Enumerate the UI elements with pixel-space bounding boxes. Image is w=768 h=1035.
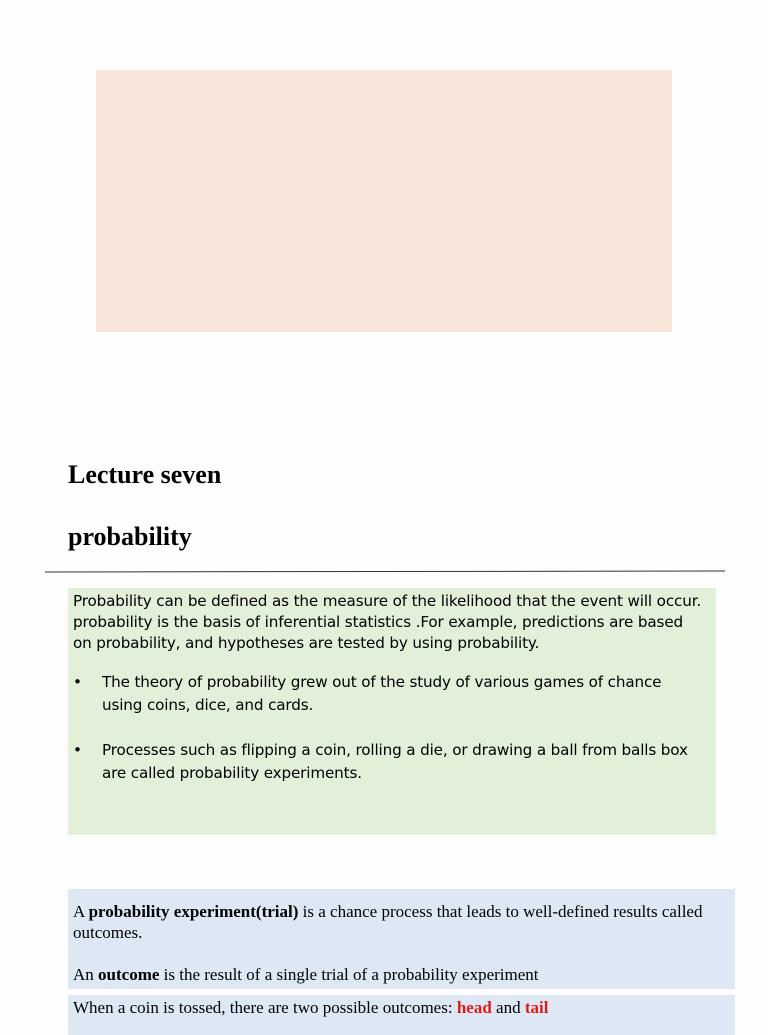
coin-example-box xyxy=(68,995,735,1035)
topic-title: probability xyxy=(68,522,192,551)
section-divider xyxy=(45,571,725,573)
bullet-text: Processes such as flipping a coin, rolling a die, or drawing a ball from balls box are called probability experiments. xyxy=(102,741,688,782)
header-banner xyxy=(96,70,672,332)
experiment-definition xyxy=(73,901,735,943)
definition-prefix: A xyxy=(73,902,89,921)
bullet-icon: • xyxy=(73,741,82,759)
intro-bullet-list xyxy=(73,671,706,785)
lecture-title: Lecture seven xyxy=(68,460,222,489)
definition-text: is a chance process that leads to well-defined results called outcomes. xyxy=(73,902,703,942)
definitions-box xyxy=(68,889,735,989)
definition-term: probability experiment(trial) xyxy=(88,902,299,921)
list-item xyxy=(73,671,706,717)
intro-box xyxy=(68,588,716,835)
coin-example-joiner: and xyxy=(491,998,525,1017)
coin-example-text: When a coin is tossed, there are two possible outcomes: xyxy=(73,998,457,1017)
intro-paragraph: Probability can be defined as the measure of the likelihood that the event will occur. probability is the basis of inferential statistics .For example, predictions are based on probability, and hypotheses are tested by using probability. xyxy=(73,592,702,652)
definition-term: outcome xyxy=(98,965,160,984)
definition-text: is the result of a single trial of a probability experiment xyxy=(159,965,539,984)
bullet-text: The theory of probability grew out of the study of various games of chance using coins, dice, and cards. xyxy=(102,673,662,714)
definition-prefix: An xyxy=(73,965,99,984)
list-item xyxy=(73,739,706,785)
outcome-head: head xyxy=(456,998,492,1017)
outcome-definition xyxy=(73,964,735,985)
outcome-tail: tail xyxy=(524,998,549,1017)
bullet-icon: • xyxy=(73,673,82,691)
